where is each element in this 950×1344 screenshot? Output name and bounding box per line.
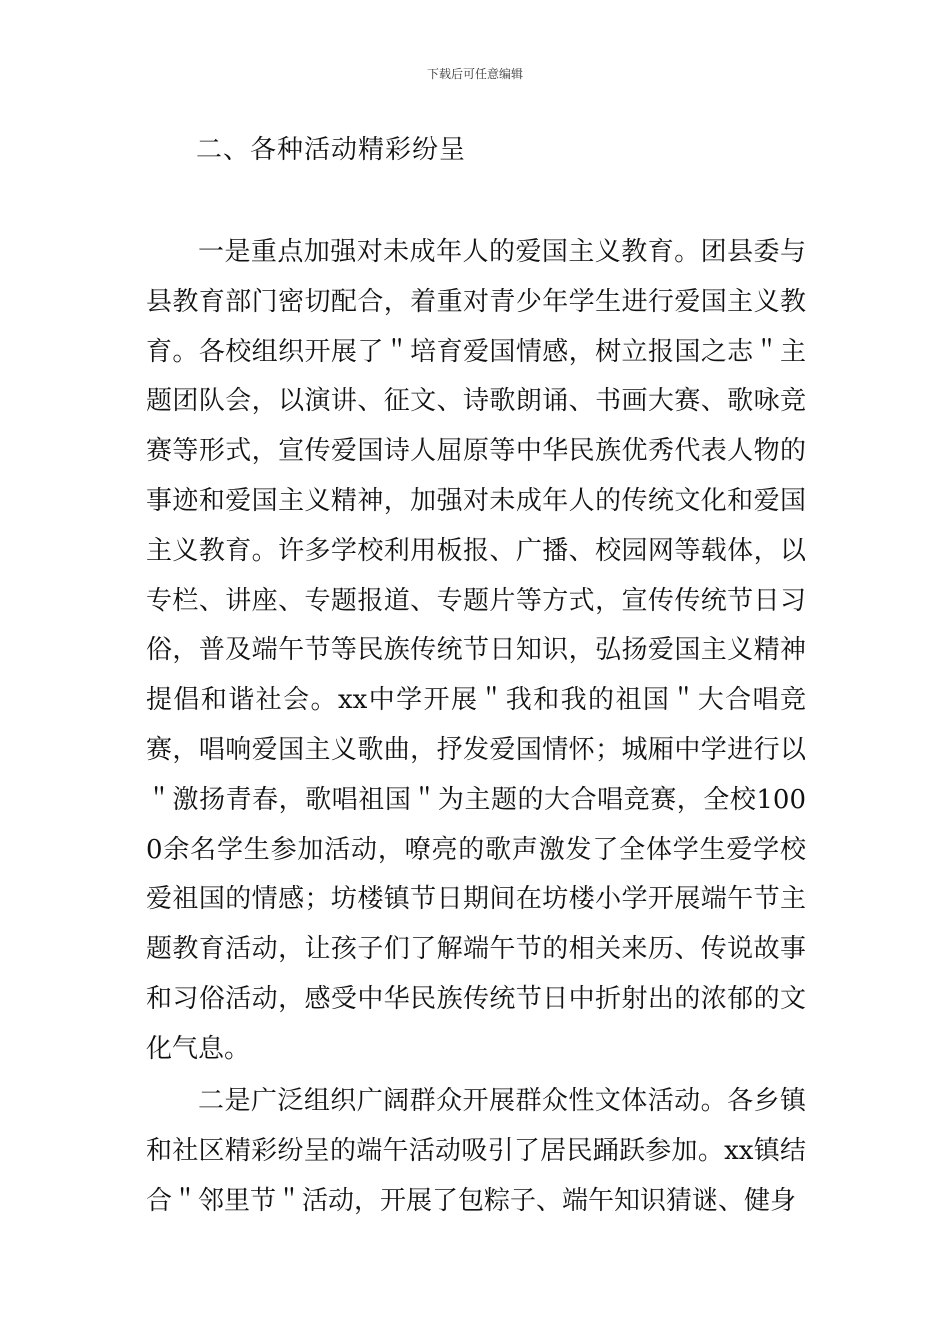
page-header-note: 下载后可任意编辑: [426, 67, 523, 81]
section-heading: 二、各种活动精彩纷呈: [196, 135, 467, 165]
body-paragraph: 二是广泛组织广阔群众开展群众性文体活动。各乡镇和社区精彩纷呈的端午活动吸引了居民踊跃参加。xx镇结合＂邻里节＂活动，开展了包粽子、端午知识猜谜、健身: [146, 1086, 806, 1216]
body-paragraph: 一是重点加强对未成年人的爱国主义教育。团县委与县教育部门密切配合，着重对青少年学生进行爱国主义教育。各校组织开展了＂培育爱国情感，树立报国之志＂主题团队会，以演讲、征文、诗歌朗诵、书画大赛、歌咏竞赛等形式，宣传爱国诗人屈原等中华民族优秀代表人物的事迹和爱国主义精神，加强对未成年人的传统文化和爱国主义教育。许多学校利用板报、广播、校园网等载体，以专栏、讲座、专题报道、专题片等方式，宣传传统节日习俗，普及端午节等民族传统节日知识，弘扬爱国主义精神提倡和谐社会。xx中学开展＂我和我的祖国＂大合唱竞赛，唱响爱国主义歌曲，抒发爱国情怀；城厢中学进行以＂激扬青春，歌唱祖国＂为主题的大合唱竞赛，全校1000余名学生参加活动，嘹亮的歌声激发了全体学生爱学校爱祖国的情感；坊楼镇节日期间在坊楼小学开展端午节主题教育活动，让孩子们了解端午节的相关来历、传说故事和习俗活动，感受中华民族传统节日中折射出的浓郁的文化气息。: [146, 237, 806, 1064]
